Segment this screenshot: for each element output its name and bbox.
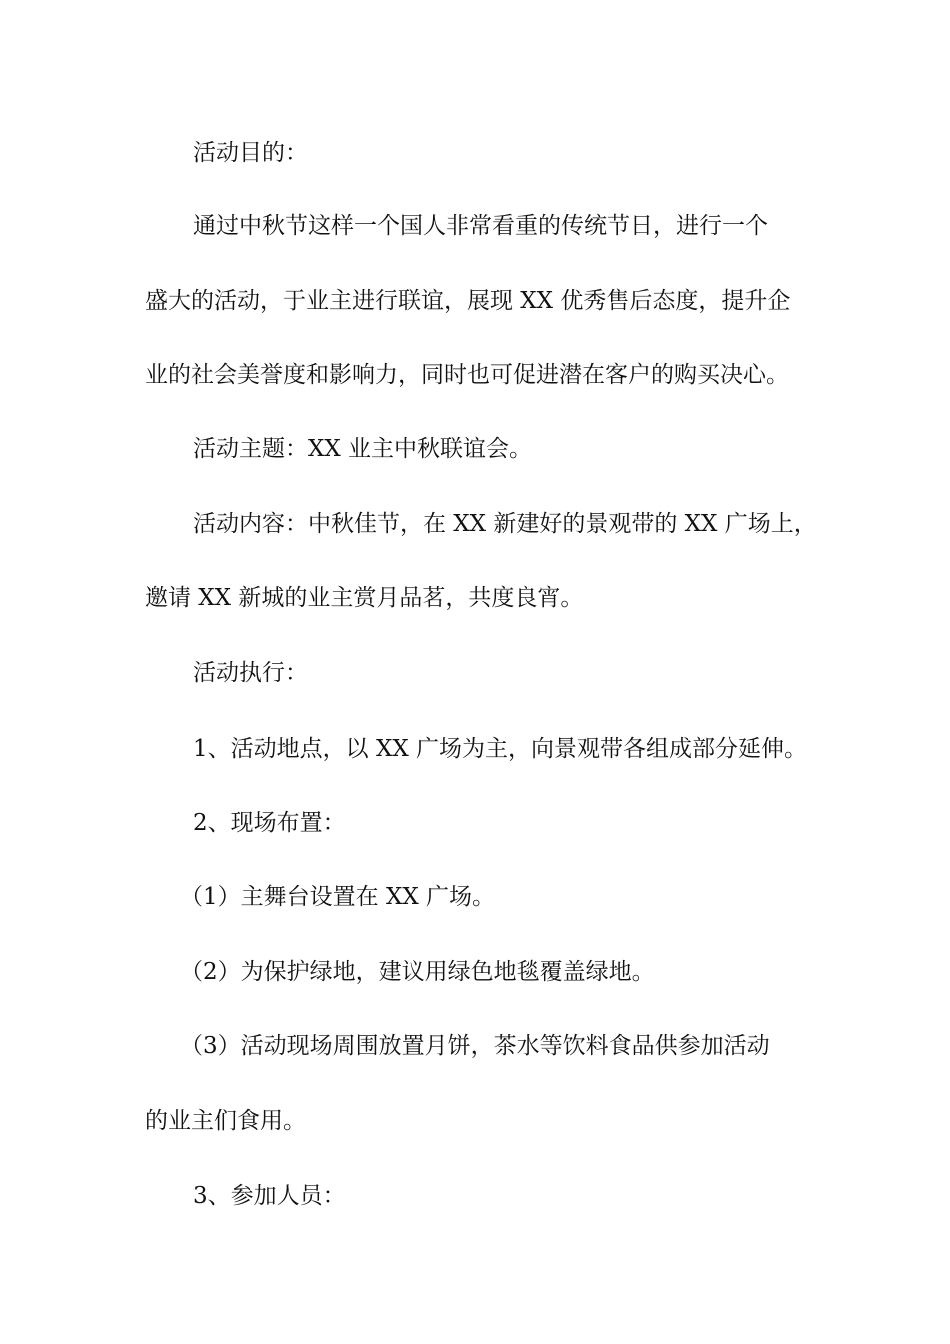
paragraph-line: 通过中秋节这样一个国人非常看重的传统节日，进行一个	[193, 213, 768, 239]
paragraph-line: 业的社会美誉度和影响力，同时也可促进潜在客户的购买决心。	[145, 362, 789, 388]
paragraph-line: 的业主们食用。	[145, 1108, 306, 1134]
sub-list-item: （1）主舞台设置在 XX 广场。	[180, 884, 496, 910]
list-item: 3、参加人员：	[193, 1183, 346, 1209]
section-heading-theme: 活动主题：XX 业主中秋联谊会。	[193, 436, 533, 462]
sub-list-item: （3）活动现场周围放置月饼，茶水等饮料食品供参加活动	[180, 1033, 770, 1059]
paragraph-line: 盛大的活动，于业主进行联谊，展现 XX 优秀售后态度，提升企	[145, 288, 791, 314]
list-item: 1、活动地点，以 XX 广场为主，向景观带各组成部分延伸。	[193, 736, 808, 762]
sub-list-item: （2）为保护绿地，建议用绿色地毯覆盖绿地。	[180, 959, 655, 985]
section-heading-purpose: 活动目的：	[193, 140, 308, 166]
paragraph-line: 活动内容：中秋佳节，在 XX 新建好的景观带的 XX 广场上，	[193, 511, 817, 537]
list-item: 2、现场布置：	[193, 810, 346, 836]
section-heading-execution: 活动执行：	[193, 660, 308, 686]
paragraph-line: 邀请 XX 新城的业主赏月品茗，共度良宵。	[145, 585, 584, 611]
